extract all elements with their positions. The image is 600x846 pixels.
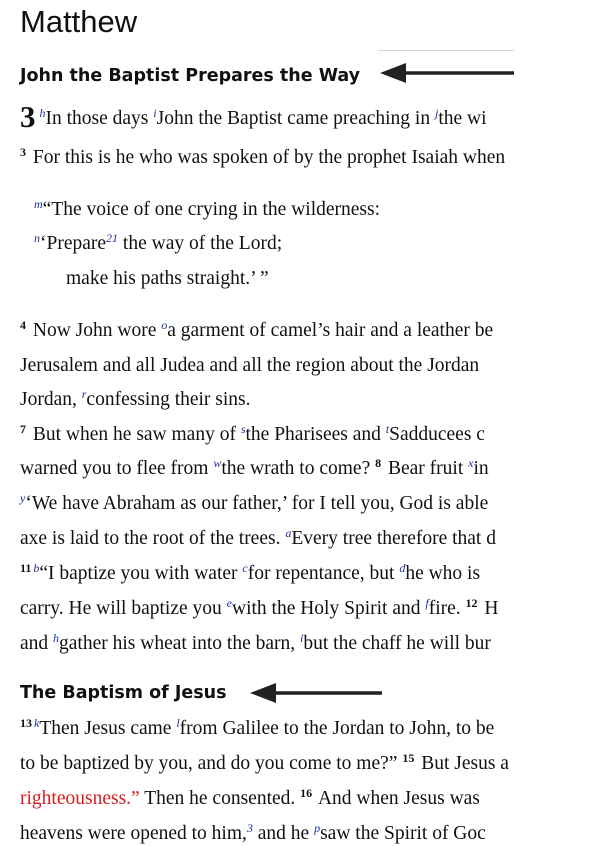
cross-reference-link[interactable]: e [226, 596, 232, 610]
verse-text: John the Baptist came preaching in [156, 108, 435, 129]
verse-text: heavens were opened to him, [20, 823, 247, 844]
section-heading-2: The Baptism of Jesus [20, 683, 227, 703]
verse-line [20, 632, 491, 656]
verse-text: from Galilee to the Jordan to John, to be [179, 718, 495, 739]
verse-number: 11 [20, 561, 32, 575]
verse-text: confessing their sins. [86, 389, 251, 410]
poetry-line [34, 198, 380, 222]
cross-reference-link[interactable]: r [81, 387, 87, 401]
book-title: Matthew [20, 4, 138, 39]
chapter-number: 3 [20, 99, 36, 134]
verse-line [20, 597, 498, 621]
poetry-line [34, 232, 282, 256]
verse-text: In those days [45, 108, 154, 129]
verse-line [20, 457, 489, 481]
cross-reference-link[interactable]: b [33, 561, 40, 575]
verse-line [20, 787, 480, 811]
cross-reference-link[interactable]: a [285, 526, 292, 540]
verse-number: 7 [20, 422, 26, 436]
cross-reference-link[interactable]: y [20, 491, 26, 505]
verse-text: Now John wore [28, 320, 162, 341]
verse-text: and he [252, 823, 315, 844]
verse-number: 8 [375, 456, 382, 470]
cross-reference-link[interactable]: k [34, 716, 40, 730]
verse-text: Then Jesus came [39, 718, 177, 739]
verse-text: warned you to flee from [20, 458, 214, 479]
verse-line [20, 492, 488, 516]
cross-reference-link[interactable]: t [385, 422, 390, 436]
cross-reference-link[interactable]: h [39, 106, 46, 120]
verse-text: the way of the Lord; [118, 233, 283, 254]
cross-reference-link[interactable]: s [240, 422, 246, 436]
verse-text: ‘We have Abraham as our father,’ for I tell you, God is able [25, 493, 489, 514]
poetry-line [66, 267, 269, 291]
verse-text: the wi [438, 108, 487, 129]
footnote-link[interactable]: 3 [246, 821, 253, 835]
verse-line [20, 527, 496, 551]
cross-reference-link[interactable]: i [300, 631, 304, 645]
verse-text: with the Holy Spirit and [231, 598, 426, 619]
verse-line [20, 319, 493, 343]
verse-text: make his paths straight.’ ” [66, 268, 269, 289]
verse-text: For this is he who was spoken of by the prophet Isaiah when [28, 147, 506, 168]
cross-reference-link[interactable]: c [242, 561, 248, 575]
verse-text: “The voice of one crying in the wilderness: [42, 199, 381, 220]
verse-text: H [479, 598, 499, 619]
cross-reference-link[interactable]: x [468, 456, 474, 470]
verse-text: carry. He will baptize you [20, 598, 227, 619]
verse-line [20, 388, 251, 412]
verse-text: fire. [428, 598, 466, 619]
verse-line [20, 822, 486, 846]
left-arrow-icon [250, 680, 384, 706]
verse-line [20, 562, 480, 586]
words-of-jesus-text: righteousness.” [20, 788, 140, 809]
verse-text: “I baptize you with water [39, 563, 243, 584]
verse-number: 15 [402, 751, 415, 765]
verse-text: And when Jesus was [314, 788, 480, 809]
verse-line [20, 99, 487, 134]
verse-text: gather his wheat into the barn, [59, 633, 301, 654]
verse-text: but the chaff he will bur [303, 633, 491, 654]
left-arrow-icon [380, 60, 516, 86]
cross-reference-link[interactable]: p [314, 821, 321, 835]
verse-text: Then he consented. [139, 788, 301, 809]
verse-text: axe is laid to the root of the trees. [20, 528, 286, 549]
verse-number: 4 [20, 318, 26, 332]
verse-text: But when he saw many of [28, 424, 241, 445]
cross-reference-link[interactable]: o [161, 318, 168, 332]
verse-line [20, 354, 479, 378]
footnote-link[interactable]: 21 [106, 231, 119, 245]
divider [378, 50, 514, 51]
verse-text: the wrath to come? [221, 458, 376, 479]
verse-text: Jordan, [20, 389, 82, 410]
cross-reference-link[interactable]: i [153, 106, 157, 120]
verse-number: 13 [20, 716, 32, 730]
cross-reference-link[interactable]: j [434, 106, 439, 120]
verse-text: and [20, 633, 54, 654]
verse-number: 3 [20, 145, 26, 159]
cross-reference-link[interactable]: w [213, 456, 222, 470]
cross-reference-link[interactable]: l [176, 716, 180, 730]
verse-text: But Jesus a [416, 753, 509, 774]
verse-text: for repentance, but [247, 563, 400, 584]
verse-text: saw the Spirit of Goc [320, 823, 486, 844]
verse-text: in [473, 458, 489, 479]
cross-reference-link[interactable]: h [53, 631, 60, 645]
verse-text: the Pharisees and [245, 424, 386, 445]
cross-reference-link[interactable]: n [34, 231, 40, 245]
verse-line [20, 146, 505, 170]
cross-reference-link[interactable]: f [425, 596, 429, 610]
cross-reference-link[interactable]: m [34, 197, 43, 211]
section-heading-1: John the Baptist Prepares the Way [20, 66, 361, 86]
verse-text: Sadducees c [389, 424, 485, 445]
verse-text: Bear fruit [383, 458, 469, 479]
verse-text: a garment of camel’s hair and a leather be [167, 320, 494, 341]
verse-text: Every tree therefore that d [291, 528, 496, 549]
verse-text: Jerusalem and all Judea and all the region about the Jordan [20, 355, 480, 376]
verse-text: ‘Prepare [40, 233, 107, 254]
verse-number: 12 [465, 596, 478, 610]
cross-reference-link[interactable]: d [399, 561, 406, 575]
verse-text: he who is [405, 563, 481, 584]
verse-line [20, 717, 494, 741]
verse-line [20, 752, 509, 776]
verse-number: 16 [300, 786, 313, 800]
verse-text: to be baptized by you, and do you come to me?” [20, 753, 403, 774]
verse-line [20, 423, 485, 447]
